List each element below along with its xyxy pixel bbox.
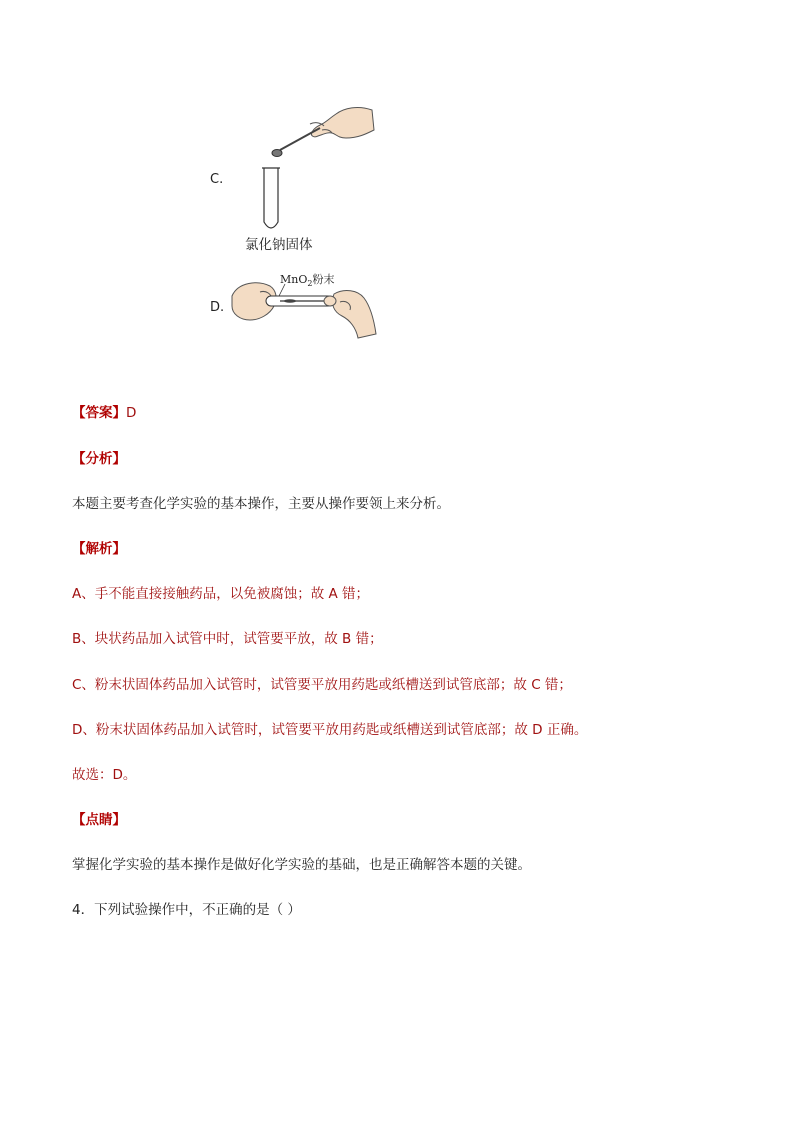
answer-tag: 【答案】 <box>72 405 126 421</box>
explanation-heading <box>72 537 126 557</box>
explanation-conclusion: 故选：D。 <box>72 767 137 783</box>
answer-value: D <box>126 405 137 421</box>
comment-text: 掌握化学实验的基本操作是做好化学实验的基础，也是正确解答本题的关键。 <box>72 857 531 873</box>
comment-tag: 【点睛】 <box>72 812 126 828</box>
explanation-tag: 【解析】 <box>72 541 126 557</box>
explanation-item-d: D、粉末状固体药品加入试管时，试管要平放用药匙或纸槽送到试管底部；故 D 正确。 <box>72 722 588 738</box>
mno2-label: MnO$_2$粉末 <box>280 273 335 289</box>
answer-line <box>72 401 136 421</box>
analysis-heading <box>72 447 126 467</box>
explanation-item-a: A、手不能直接接触药品，以免被腐蚀；故 A 错； <box>72 586 370 602</box>
analysis-tag: 【分析】 <box>72 451 126 467</box>
comment-heading <box>72 808 126 828</box>
option-c-caption: 氯化钠固体 <box>245 237 313 253</box>
option-c-letter: C. <box>210 172 224 187</box>
explanation-item-c: C、粉末状固体药品加入试管时，试管要平放用药匙或纸槽送到试管底部；故 C 错； <box>72 677 572 693</box>
question-4-stem: 4．下列试验操作中，不正确的是（ ） <box>72 902 301 918</box>
option-d-letter: D. <box>210 300 225 315</box>
explanation-item-b: B、块状药品加入试管中时，试管要平放，故 B 错； <box>72 631 383 647</box>
analysis-text: 本题主要考查化学实验的基本操作，主要从操作要领上来分析。 <box>72 496 450 512</box>
paper-trough-adding-powder-illustration <box>230 276 380 342</box>
spoon-adding-solid-illustration <box>240 100 380 240</box>
